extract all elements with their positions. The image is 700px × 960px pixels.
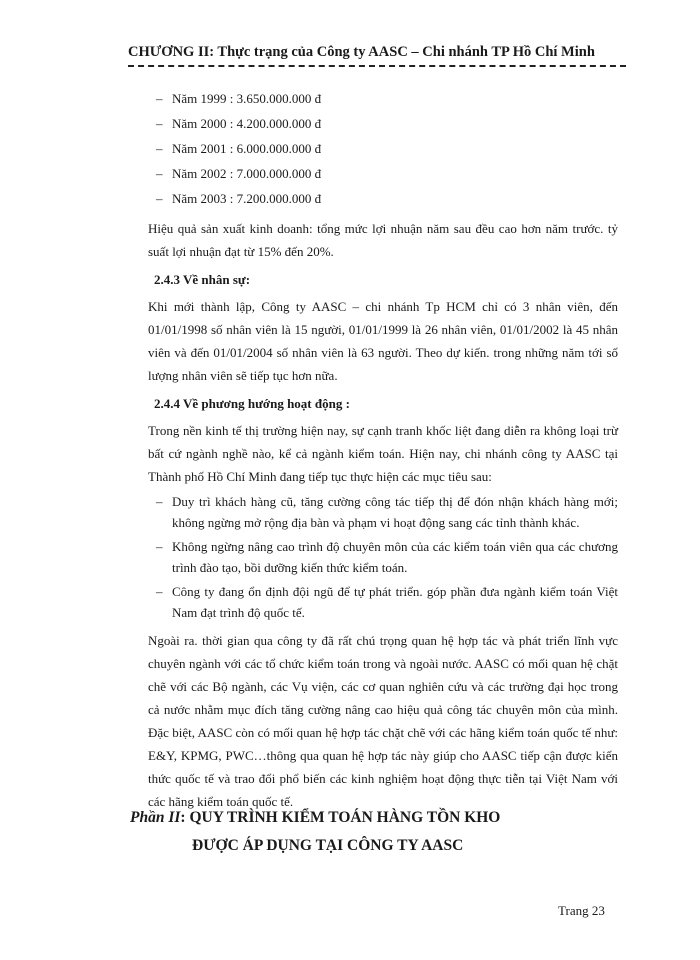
dash-bullet-icon: –: [156, 141, 163, 156]
staff-paragraph: Khi mới thành lập, Công ty AASC – chi nhánh Tp HCM chỉ có 3 nhân viên, đến 01/01/1998 số nhân viên là 15 người, 01/01/1999 là 26 nhân viên, 01/01/2002 là 45 nhân viên và đến 01/01/2004 số nhân viên là 63 người. Theo dự kiến. trong những năm tới số lượng nhân viên sẽ tiếp tục hơn nữa.: [148, 299, 618, 383]
page-number: Trang 23: [558, 903, 605, 918]
part-label: Phần II: [130, 809, 181, 826]
dash-bullet-icon: –: [156, 116, 163, 131]
part-title-line-1: QUY TRÌNH KIỂM TOÁN HÀNG TỒN KHO: [189, 809, 501, 826]
list-item: – Duy trì khách hàng cũ, tăng cường công tác tiếp thị để đón nhận khách hàng mới; không ngừng mở rộng địa bàn và phạm vi hoạt động sang các tỉnh thành khác.: [148, 491, 618, 533]
page-content: [148, 88, 618, 813]
list-item: – Không ngừng nâng cao trình độ chuyên môn của các kiểm toán viên qua các chương trình đào tạo, bồi dưỡng kiến thức kiểm toán.: [148, 536, 618, 578]
part-title-line-2: ĐƯỢC ÁP DỤNG TẠI CÔNG TY AASC: [192, 837, 464, 854]
list-item: – Năm 2000 : 4.200.000.000 đ: [148, 113, 618, 138]
cooperation-paragraph: Ngoài ra. thời gian qua công ty đã rất chú trọng quan hệ hợp tác và phát triển lĩnh vực chuyên ngành với các tổ chức kiểm toán trong và ngoài nước. AASC có mối quan hệ chặt chẽ với các Bộ ngành, các Vụ viện, các cơ quan nghiên cứu và các trường đại học trong cả nước nhằm mục đích tăng cường nâng cao hiệu quả công tác chuyên môn của mình. Đặc biệt, AASC còn có mối quan hệ hợp tác chặt chẽ với các hãng kiểm toán quốc tế như: E&Y, KPMG, PWC…thông qua quan hệ hợp tác này giúp cho AASC tiếp cận được kiến thức quốc tế và trao đổi phổ biến các kinh nghiệm hoạt động thực tiễn tại Việt Nam với các hãng kiểm toán quốc tế.: [148, 633, 618, 809]
list-item: – Năm 2003 : 7.200.000.000 đ: [148, 188, 618, 213]
dash-bullet-icon: –: [156, 584, 163, 599]
list-item: – Năm 2001 : 6.000.000.000 đ: [148, 138, 618, 163]
list-item: – Năm 1999 : 3.650.000.000 đ: [148, 88, 618, 113]
dash-bullet-icon: –: [156, 91, 163, 106]
part-separator: :: [180, 809, 186, 826]
dash-bullet-icon: –: [156, 494, 163, 509]
part-heading: [130, 804, 610, 860]
direction-intro-paragraph: Trong nền kinh tế thị trường hiện nay, sự cạnh tranh khốc liệt đang diễn ra không loại trừ bất cứ ngành nghề nào, kể cả ngành kiểm toán. Hiện nay, chi nhánh công ty AASC tại Thành phố Hồ Chí Minh đang tiếp tục thực hiện các mục tiêu sau:: [148, 423, 618, 484]
list-item: – Năm 2002 : 7.000.000.000 đ: [148, 163, 618, 188]
efficiency-paragraph: Hiệu quả sản xuất kinh doanh: tổng mức lợi nhuận năm sau đều cao hơn năm trước. tỷ suất lợi nhuận đạt từ 15% đến 20%.: [148, 221, 618, 259]
goals-list: [148, 491, 618, 623]
part-heading-line-1: [130, 804, 610, 832]
revenue-list: [148, 88, 618, 213]
part-heading-line-2: [130, 832, 610, 860]
list-item: – Công ty đang ổn định đội ngũ để tự phát triển. góp phần đưa ngành kiểm toán Việt Nam đạt trình độ quốc tế.: [148, 581, 618, 623]
section-heading-243: 2.4.3 Về nhân sự:: [154, 272, 251, 287]
chapter-title: CHƯƠNG II: Thực trạng của Công ty AASC – Chi nhánh TP Hồ Chí Minh: [128, 44, 595, 60]
section-heading-244: 2.4.4 Về phương hướng hoạt động :: [154, 396, 350, 411]
chapter-header: [128, 44, 626, 67]
dash-bullet-icon: –: [156, 191, 163, 206]
dash-bullet-icon: –: [156, 166, 163, 181]
dash-bullet-icon: –: [156, 539, 163, 554]
